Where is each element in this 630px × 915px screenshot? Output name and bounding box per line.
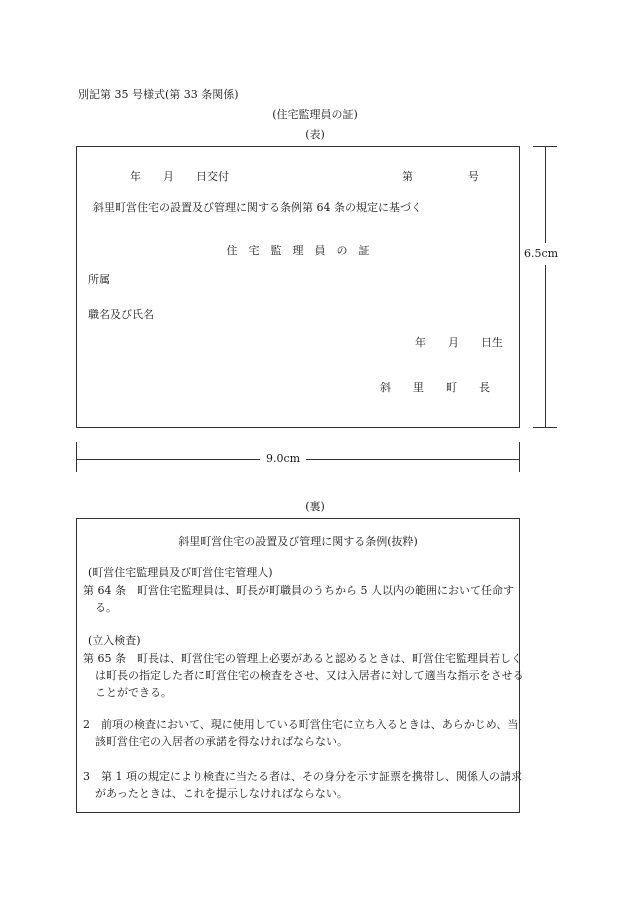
width-dimension-line-right [306,459,520,460]
height-dimension-line-upper [545,146,546,243]
section-heading-supervisor: (町営住宅監理員及び町営住宅管理人) [88,566,273,579]
article-65-paragraph-3: 3 第 1 項の規定により検査に当たる者は、その身分を示す証票を携帯し、関係人の請求があったときは、これを提示しなければならない。 [83,770,522,800]
width-dimension-line-left [76,459,260,460]
back-label: (裏) [305,500,325,513]
issuer: 斜 里 町 長 [380,381,490,394]
article-65-paragraph-1: 第 65 条 町長は、町営住宅の管理上必要があると認めるときは、町営住宅監理員若しくは町長の指定した者に町営住宅の検査をさせ、又は入居者に対して適当な指示をさせることができる。 [83,652,524,699]
name-label: 職名及び氏名 [88,308,154,321]
front-label: (表) [305,128,325,141]
legal-basis: 斜里町営住宅の設置及び管理に関する条例第 64 条の規定に基づく [93,201,422,214]
birth-date: 年 月 日生 [415,336,503,349]
width-dimension-label: 9.0cm [266,452,301,465]
document-title: (住宅監理員の証) [272,108,358,121]
article-64: 第 64 条 町営住宅監理員は、町長が町職員のうちから 5 人以内の範囲において任命する。 [83,584,514,614]
article-65-paragraph-2: 2 前項の検査において、現に使用している町営住宅に立ち入るときは、あらかじめ、当該町営住宅の入居者の承諾を得なければならない。 [83,718,519,748]
section-heading-inspection: (立入検査) [88,634,141,647]
issue-date: 年 月 日交付 [130,170,229,183]
height-dimension-label: 6.5cm [524,247,559,260]
card-title: 住 宅 監 理 員 の 証 [226,244,370,257]
width-dimension-right-tick [519,442,520,472]
back-title: 斜里町営住宅の設置及び管理に関する条例(抜粋) [178,535,418,548]
card-number: 第 号 [402,170,479,183]
width-dimension-left-tick [76,442,77,472]
height-dimension-line-lower [545,265,546,428]
form-reference: 別記第 35 号様式(第 33 条関係) [78,88,239,101]
affiliation-label: 所属 [88,273,110,286]
